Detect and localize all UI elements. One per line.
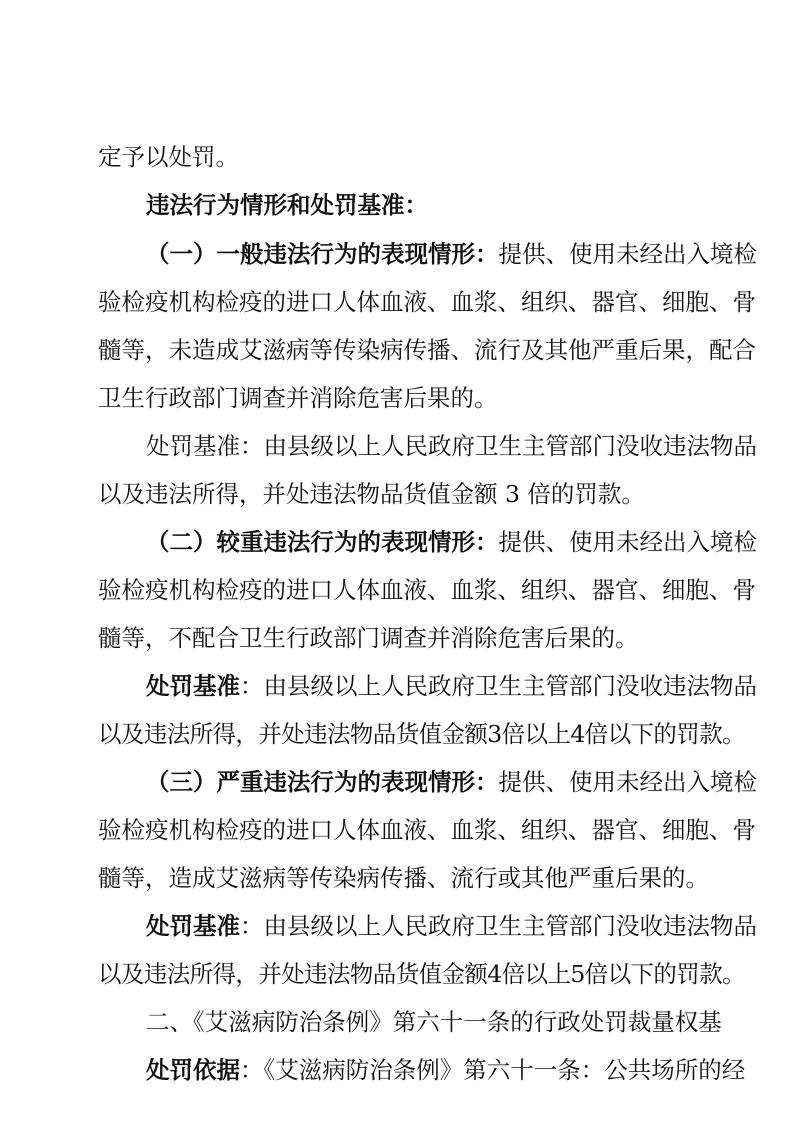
case2-standard-label: 处罚基准 (146, 672, 240, 700)
case2-line3: 髓等，不配合卫生行政部门调查并消除危害后果的。 (98, 624, 639, 652)
case3-line1 (146, 768, 757, 796)
case2-line1 (146, 528, 757, 556)
case1-standard-label: 处罚基准 (146, 432, 240, 460)
case2-line1-text: 提供、使用未经出入境检 (498, 528, 757, 556)
case1-label: （一）一般违法行为的表现情形： (146, 240, 499, 268)
case2-standard-line1 (146, 672, 757, 700)
case3-standard-text: ：由县级以上人民政府卫生主管部门没收违法物品 (240, 912, 757, 940)
case1-standard-text: ：由县级以上人民政府卫生主管部门没收违法物品 (240, 432, 757, 460)
section2-basis-line1 (146, 1056, 746, 1084)
case2-line2: 验检疫机构检疫的进口人体血液、血浆、组织、器官、细胞、骨 (98, 576, 756, 604)
case1-line2: 验检疫机构检疫的进口人体血液、血浆、组织、器官、细胞、骨 (98, 288, 756, 316)
case2-standard-text: ：由县级以上人民政府卫生主管部门没收违法物品 (240, 672, 757, 700)
case3-standard-label: 处罚基准 (146, 912, 240, 940)
case3-line3: 髓等，造成艾滋病等传染病传播、流行或其他严重后果的。 (98, 864, 709, 892)
section-heading: 违法行为情形和处罚基准： (146, 191, 428, 219)
section2-basis-label: 处罚依据 (146, 1056, 240, 1084)
case3-line2: 验检疫机构检疫的进口人体血液、血浆、组织、器官、细胞、骨 (98, 816, 756, 844)
case1-standard-line2: 以及违法所得，并处违法物品货值金额 3 倍的罚款。 (98, 480, 645, 508)
case1-line3: 髓等，未造成艾滋病等传染病传播、流行及其他严重后果，配合 (98, 336, 756, 364)
section2-title: 二、《艾滋病防治条例》第六十一条的行政处罚裁量权基 (146, 1008, 722, 1036)
case1-standard-line1 (146, 432, 757, 460)
case1-line1 (146, 240, 757, 268)
paragraph-line: 定予以处罚。 (98, 143, 239, 171)
case3-label: （三）严重违法行为的表现情形： (146, 768, 499, 796)
case3-standard-line2: 以及违法所得，并处违法物品货值金额4倍以上5倍以下的罚款。 (98, 960, 746, 988)
case1-line1-text: 提供、使用未经出入境检 (498, 240, 757, 268)
case2-standard-line2: 以及违法所得，并处违法物品货值金额3倍以上4倍以下的罚款。 (98, 720, 746, 748)
section2-basis-text: ：《艾滋病防治条例》第六十一条：公共场所的经 (240, 1056, 746, 1084)
case1-line4: 卫生行政部门调查并消除危害后果的。 (98, 384, 498, 412)
case2-label: （二）较重违法行为的表现情形： (146, 528, 499, 556)
case3-line1-text: 提供、使用未经出入境检 (498, 768, 757, 796)
case3-standard-line1 (146, 912, 757, 940)
